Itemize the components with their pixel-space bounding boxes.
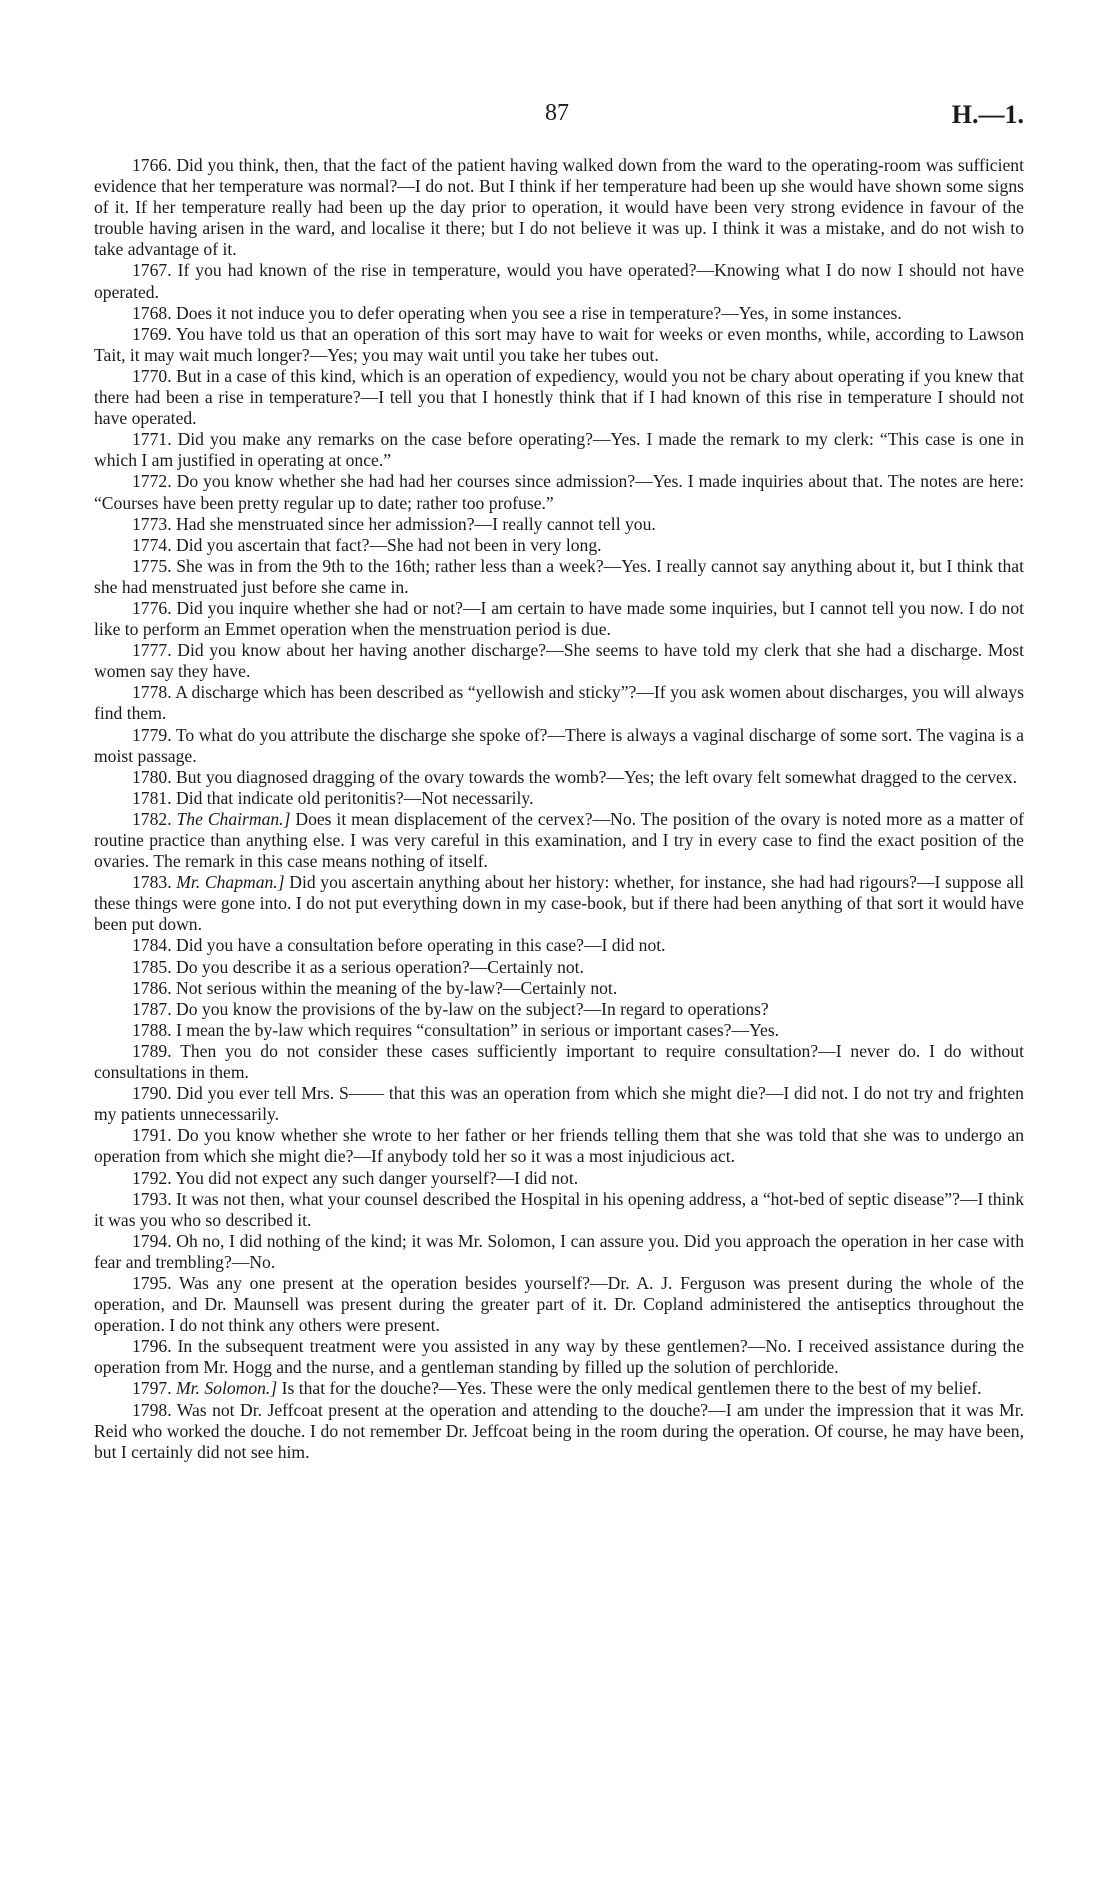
question-number: 1784. — [132, 935, 172, 956]
question-number: 1782. — [132, 808, 172, 829]
question-answer-text: You did not expect any such danger yourself?—I did not. — [175, 1167, 579, 1188]
question-answer-text: She was in from the 9th to the 16th; rather less than a week?—Yes. I really cannot say anything about it, but I think that she had menstruated just before she came in. — [94, 555, 1024, 597]
speaker-label: The Chairman.] — [176, 808, 291, 829]
question-answer-paragraph — [94, 767, 1024, 788]
question-number: 1777. — [132, 640, 172, 661]
speaker-label: Mr. Chapman.] — [176, 872, 285, 893]
question-number: 1768. — [132, 302, 172, 323]
question-answer-paragraph — [94, 1400, 1024, 1463]
question-answer-paragraph — [94, 682, 1024, 724]
question-number: 1786. — [132, 977, 172, 998]
question-answer-text: Do you know whether she had had her courses since admission?—Yes. I made inquiries about that. The notes are here: “Courses have been pretty regular up to date; rather too profuse.” — [94, 471, 1024, 513]
question-answer-paragraph — [94, 1336, 1024, 1378]
question-answer-paragraph — [94, 640, 1024, 682]
question-answer-text: Was not Dr. Jeffcoat present at the operation and attending to the douche?—I am under the impression that it was Mr. Reid who worked the douche. I do not remember Dr. Jeffcoat being in the room during the operation. Of course, he may have been, but I certainly did not see him. — [94, 1399, 1024, 1462]
question-answer-paragraph — [94, 429, 1024, 471]
question-number: 1775. — [132, 555, 172, 576]
question-answer-text: I mean the by-law which requires “consultation” in serious or important cases?—Yes. — [176, 1019, 780, 1040]
question-number: 1780. — [132, 766, 172, 787]
question-answer-paragraph — [94, 324, 1024, 366]
question-answer-paragraph — [94, 1125, 1024, 1167]
question-number: 1785. — [132, 956, 172, 977]
question-answer-text: Do you describe it as a serious operation?—Certainly not. — [176, 956, 584, 977]
question-answer-text: Does it mean displacement of the cervex?—No. The position of the ovary is noted more as a matter of routine practice than anything else. I was very careful in this examination, and I try in every case to find the exact position of the ovaries. The remark in this case means nothing of itself. — [94, 808, 1024, 872]
question-number: 1773. — [132, 513, 172, 534]
question-number: 1789. — [132, 1040, 172, 1061]
question-answer-text: Did you inquire whether she had or not?—I am certain to have made some inquiries, but I cannot tell you now. I do not like to perform an Emmet operation when the menstruation period is due. — [94, 597, 1024, 640]
question-answer-text: Do you know whether she wrote to her father or her friends telling them that she was told that she was to undergo an operation from which she might die?—If anybody told her so it was a most injudicious act. — [94, 1125, 1024, 1167]
question-number: 1798. — [132, 1399, 172, 1420]
question-answer-paragraph — [94, 872, 1024, 935]
question-answer-paragraph — [94, 471, 1024, 513]
question-answer-paragraph — [94, 1168, 1024, 1189]
question-number: 1778. — [132, 682, 172, 703]
question-answer-text: Did you ever tell Mrs. S—— that this was an operation from which she might die?—I did not. I do not try and frighten my patients unnecessarily. — [94, 1083, 1024, 1125]
question-number: 1788. — [132, 1019, 172, 1040]
question-answer-paragraph — [94, 725, 1024, 767]
question-answer-text: Did you ascertain anything about her history: whether, for instance, she had had rigours?—I suppose all these things were gone into. I do not put everything down in my case-book, but if there had been anything of that sort it would have been put down. — [94, 872, 1024, 935]
question-number: 1779. — [132, 724, 172, 745]
question-answer-paragraph — [94, 957, 1024, 978]
question-answer-paragraph — [94, 999, 1024, 1020]
question-answer-text: Was any one present at the operation besides yourself?—Dr. A. J. Ferguson was present during the whole of the operation, and Dr. Maunsell was present during the greater part of it. Dr. Copland administered the antiseptics throughout the operation. I do not think any others were present. — [94, 1272, 1024, 1336]
question-answer-text: It was not then, what your counsel described the Hospital in his opening address, a “hot-bed of septic disease”?—I think it was you who so described it. — [94, 1188, 1024, 1230]
question-number: 1792. — [132, 1167, 172, 1188]
question-answer-paragraph — [94, 978, 1024, 999]
question-answer-paragraph — [94, 535, 1024, 556]
question-number: 1769. — [132, 323, 172, 344]
question-answer-text: Did you have a consultation before operating in this case?—I did not. — [176, 935, 666, 956]
question-number: 1790. — [132, 1083, 172, 1104]
question-answer-text: You have told us that an operation of this sort may have to wait for weeks or even months, while, according to Lawson Tait, it may wait much longer?—Yes; you may wait until you take her tubes out. — [94, 323, 1024, 365]
question-number: 1787. — [132, 998, 172, 1019]
question-answer-text: Had she menstruated since her admission?—I really cannot tell you. — [176, 513, 656, 534]
question-number: 1797. — [132, 1378, 172, 1399]
question-answer-text: Did that indicate old peritonitis?—Not necessarily. — [176, 787, 534, 808]
question-answer-text: In the subsequent treatment were you assisted in any way by these gentlemen?—No. I received assistance during the operation from Mr. Hogg and the nurse, and a gentleman standing by filled up the solution of perchloride. — [94, 1336, 1025, 1378]
question-answer-paragraph — [94, 1273, 1024, 1336]
question-answer-paragraph — [94, 788, 1024, 809]
question-answer-paragraph — [94, 598, 1024, 640]
question-number: 1767. — [132, 260, 172, 281]
question-answer-paragraph — [94, 935, 1024, 956]
question-answer-text: Is that for the douche?—Yes. These were the only medical gentlemen there to the best of my belief. — [281, 1378, 982, 1399]
question-answer-paragraph — [94, 1189, 1024, 1231]
question-number: 1776. — [132, 597, 172, 618]
question-number: 1796. — [132, 1336, 172, 1357]
question-number: 1772. — [132, 471, 172, 492]
question-answer-text: Did you ascertain that fact?—She had not been in very long. — [176, 534, 602, 555]
question-number: 1770. — [132, 365, 172, 386]
question-answer-text: But in a case of this kind, which is an operation of expediency, would you not be chary about operating if you knew that there had been a rise in temperature?—I tell you that I honestly think that if I had known of this rise in temperature I should not have operated. — [94, 365, 1024, 429]
speaker-label: Mr. Solomon.] — [176, 1378, 278, 1399]
page-number: 87 — [545, 100, 569, 126]
question-answer-paragraph — [94, 556, 1024, 598]
question-answer-paragraph — [94, 514, 1024, 535]
question-number: 1781. — [132, 787, 172, 808]
question-number: 1794. — [132, 1230, 172, 1251]
question-answer-paragraph — [94, 1231, 1024, 1273]
question-answer-text: A discharge which has been described as “yellowish and sticky”?—If you ask women about discharges, you will always find them. — [94, 682, 1024, 724]
question-number: 1783. — [132, 872, 172, 893]
question-answer-paragraph — [94, 260, 1024, 302]
question-answer-text: Does it not induce you to defer operating when you see a rise in temperature?—Yes, in some instances. — [176, 302, 902, 323]
question-answer-text: But you diagnosed dragging of the ovary towards the womb?—Yes; the left ovary felt somewhat dragged to the cervex. — [176, 766, 1018, 787]
question-answer-text: Not serious within the meaning of the by-law?—Certainly not. — [176, 977, 618, 998]
question-answer-paragraph — [94, 1020, 1024, 1041]
question-number: 1791. — [132, 1125, 172, 1146]
page-header — [0, 100, 1114, 140]
question-answer-text: Then you do not consider these cases sufficiently important to require consultation?—I never do. I do without consultations in them. — [94, 1040, 1024, 1083]
question-answer-text: Do you know the provisions of the by-law on the subject?—In regard to operations? — [176, 998, 769, 1019]
question-answer-paragraph — [94, 1083, 1024, 1125]
question-answer-text: If you had known of the rise in temperature, would you have operated?—Knowing what I do now I should not have operated. — [94, 260, 1024, 302]
question-answer-paragraph — [94, 303, 1024, 324]
testimony-body — [94, 155, 1024, 1463]
question-answer-paragraph — [94, 1378, 1024, 1399]
question-answer-text: Did you think, then, that the fact of the patient having walked down from the ward to the operating-room was sufficient evidence that her temperature was normal?—I do not. But I think if her temperature had been up she would have shown some signs of it. If her temperature really had been up the day prior to operation, it would have been very strong evidence in favour of the trouble having arisen in the ward, and localise it there; but I do not believe it was up. I think it was a mistake, and do not wish to take advantage of it. — [94, 155, 1024, 260]
question-answer-text: Oh no, I did nothing of the kind; it was Mr. Solomon, I can assure you. Did you approach the operation in her case with fear and trembling?—No. — [94, 1230, 1024, 1272]
question-answer-paragraph — [94, 155, 1024, 260]
question-answer-text: To what do you attribute the discharge she spoke of?—There is always a vaginal discharge of some sort. The vagina is a moist passage. — [94, 724, 1024, 766]
question-number: 1793. — [132, 1188, 172, 1209]
question-number: 1774. — [132, 534, 172, 555]
question-number: 1766. — [132, 155, 172, 175]
question-answer-text: Did you know about her having another discharge?—She seems to have told my clerk that she had a discharge. Most women say they have. — [94, 640, 1024, 682]
series-code: H.—1. — [951, 100, 1024, 129]
question-answer-paragraph — [94, 366, 1024, 429]
question-number: 1795. — [132, 1272, 172, 1293]
question-answer-paragraph — [94, 809, 1024, 872]
question-answer-paragraph — [94, 1041, 1024, 1083]
question-number: 1771. — [132, 429, 172, 450]
question-answer-text: Did you make any remarks on the case before operating?—Yes. I made the remark to my clerk: “This case is one in which I am justified in operating at once.” — [94, 429, 1024, 471]
